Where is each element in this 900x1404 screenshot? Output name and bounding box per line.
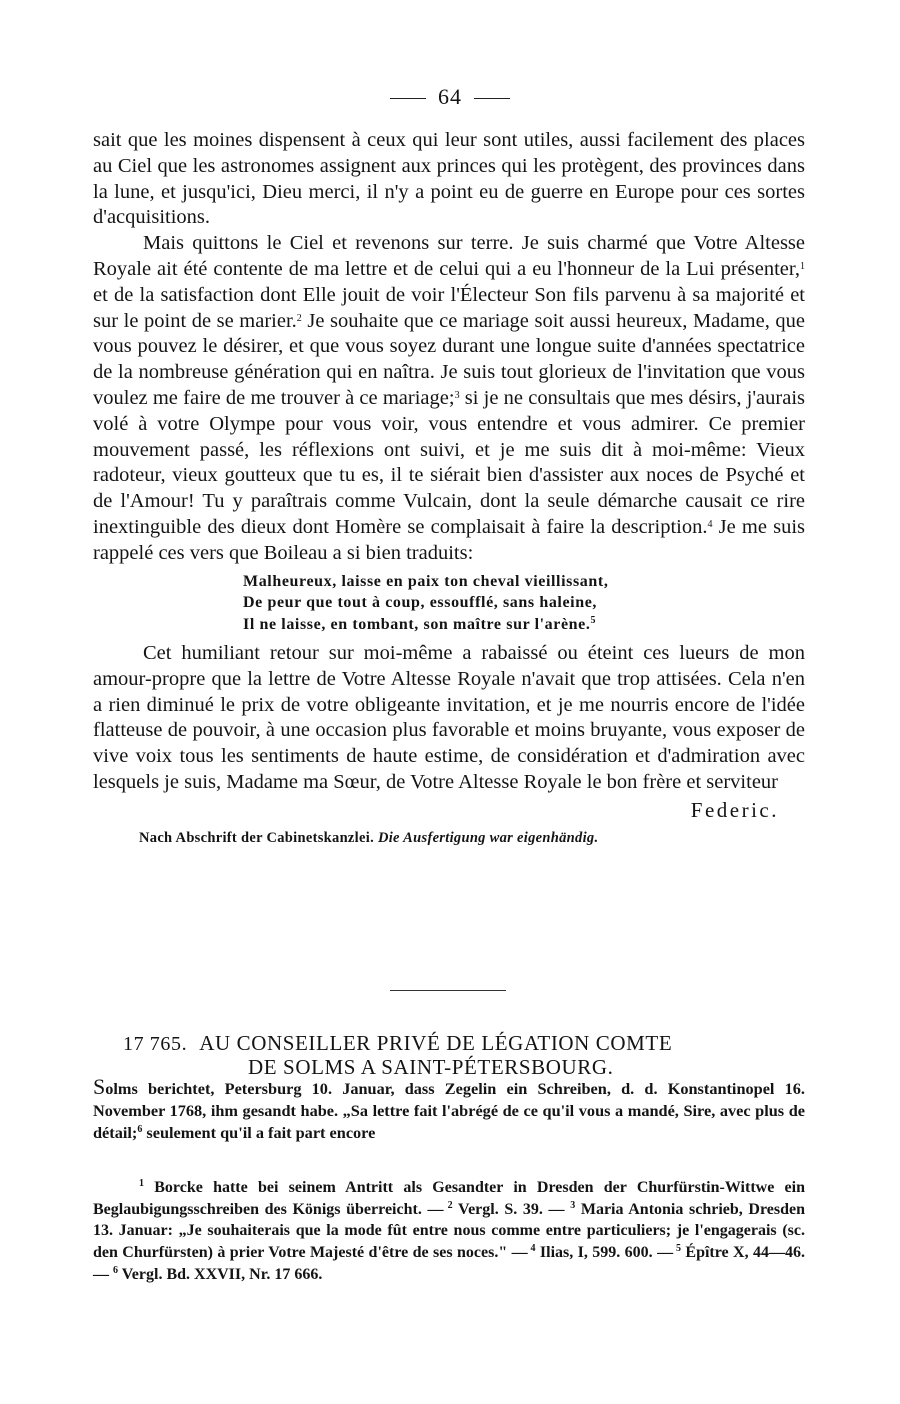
page-number: 64 (0, 84, 900, 110)
letter-body (93, 128, 805, 852)
footnote-ref-3: 3 (454, 389, 460, 401)
drop-initial: S (93, 1074, 106, 1099)
paragraph-1: sait que les moines dispensent à ceux qui leur sont utiles, aussi facilement des places au Ciel que les astronomes assignent aux princes qui les protègent, des provinces dans la lune, et jusqu'ici, Dieu merci, il n'y a point eu de guerre en Europe pour ces sortes d'acquisitions. (93, 129, 805, 229)
footnote-block: $^1$ Borcke hatte bei seinem Antritt als Gesandter in Dresden der Churfürstin-Wittwe ein Beglaubigungsschreiben des Königs überreicht. — $^2$ Vergl. S. 39. — $^3$ Maria Antonia schrieb, Dresden 13. Januar: „Je souhaiterais que la mode fût entre nous comme entre particuliers; je l'engagerais (sc. den Churfürsten) à prier Votre Majesté d'être de ses noces." — $^4$ Ilias, I, 599. 600. — $^5$ Épître X, 44—46. — $^6$ Vergl. Bd. XXVII, Nr. 17 666. (93, 1178, 806, 1283)
heading-line-1: 17 765. AU CONSEILLER PRIVÉ DE LÉGATION COMTE (123, 1031, 673, 1055)
verse-line: Malheureux, laisse en paix ton cheval vieillissant, (243, 572, 609, 590)
footnote-ref-4: 4 (707, 518, 713, 530)
heading-line-2: DE SOLMS A SAINT-PÉTERSBOURG. (248, 1055, 614, 1079)
verse-quote (243, 571, 805, 636)
source-note: Nach Abschrift der Cabinetskanzlei. Die Ausfertigung war eigenhändig. (139, 829, 599, 846)
page-number-dash-right (474, 98, 510, 99)
footnote-ref-6: 6 (137, 1124, 143, 1135)
section-divider (390, 990, 506, 991)
paragraph-2: Mais quittons le Ciel et revenons sur terre. Je suis charmé que Votre Altesse Royale ait été contente de ma lettre et de celui qui a eu l'honneur de la Lui présenter,$^1$ et de la satisfaction dont Elle jouit de voir l'Électeur Son fils parvenu à sa majorité et sur le point de se marier.$^2$ Je souhaite que ce mariage soit aussi heureux, Madame, que vous pouvez le désirer, et que vous soyez durant une longue suite d'années spectatrice de la nombreuse génération qui en naîtra. Je suis tout glorieux de l'invitation que vous voulez me faire de me trouver à ce mariage;$^3$ si je ne consultais que mes désirs, j'aurais volé à votre Olympe pour vous voir, vous entendre et vous admirer. Ce premier mouvement passé, les réflexions ont suivi, et je me suis dit à moi-même: Vieux radoteur, vieux goutteux que tu es, il te siérait bien d'assister aux noces de Psyché et de l'Amour! Tu y paraîtrais comme Vulcain, dont la seule démarche causait ce rire inextinguible des dieux dont Homère se complaisait à faire la description.$^4$ Je me suis rappelé ces vers que Boileau a si bien traduits: (93, 232, 806, 564)
letter-summary: Solms berichtet, Petersburg 10. Januar, dass Zegelin ein Schreiben, d. d. Konstantinopel 16. November 1768, ihm gesandt habe. „Sa lettre fait l'abrégé de ce qu'il vous a mandé, Sire, avec plus de détail;$^6$ seulement qu'il a fait part encore (93, 1074, 805, 1142)
signature: Federic. (690, 797, 779, 822)
paragraph-3: Cet humiliant retour sur moi-même a rabaissé ou éteint ces lueurs de mon amour-propre que la lettre de Votre Altesse Royale n'avait que trop attisées. Cela n'en a rien diminué le prix de votre obligeante invitation, et je me nourris encore de l'idée flatteuse de pouvoir, à une occasion plus favorable et moins bruyante, vous exposer de vive voix tous les sentiments de haute estime, de considération et d'admiration avec lesquels je suis, Madame ma Sœur, de Votre Altesse Royale le bon frère et serviteur (93, 642, 805, 794)
letter-heading (123, 1032, 813, 1079)
signature-row (93, 796, 805, 822)
verse-line: De peur que tout à coup, essoufflé, sans haleine, (243, 594, 598, 612)
footnote-ref-2: 2 (296, 312, 302, 324)
footnotes (93, 1177, 805, 1286)
page-number-dash-left (390, 98, 426, 99)
footnote-ref-5: 5 (590, 614, 597, 626)
footnote-ref-1: 1 (800, 260, 805, 272)
verse-line: Il ne laisse, en tombant, son maître sur l'arène.$^5$ (243, 614, 597, 633)
letter-number: 17 765. (123, 1033, 188, 1055)
